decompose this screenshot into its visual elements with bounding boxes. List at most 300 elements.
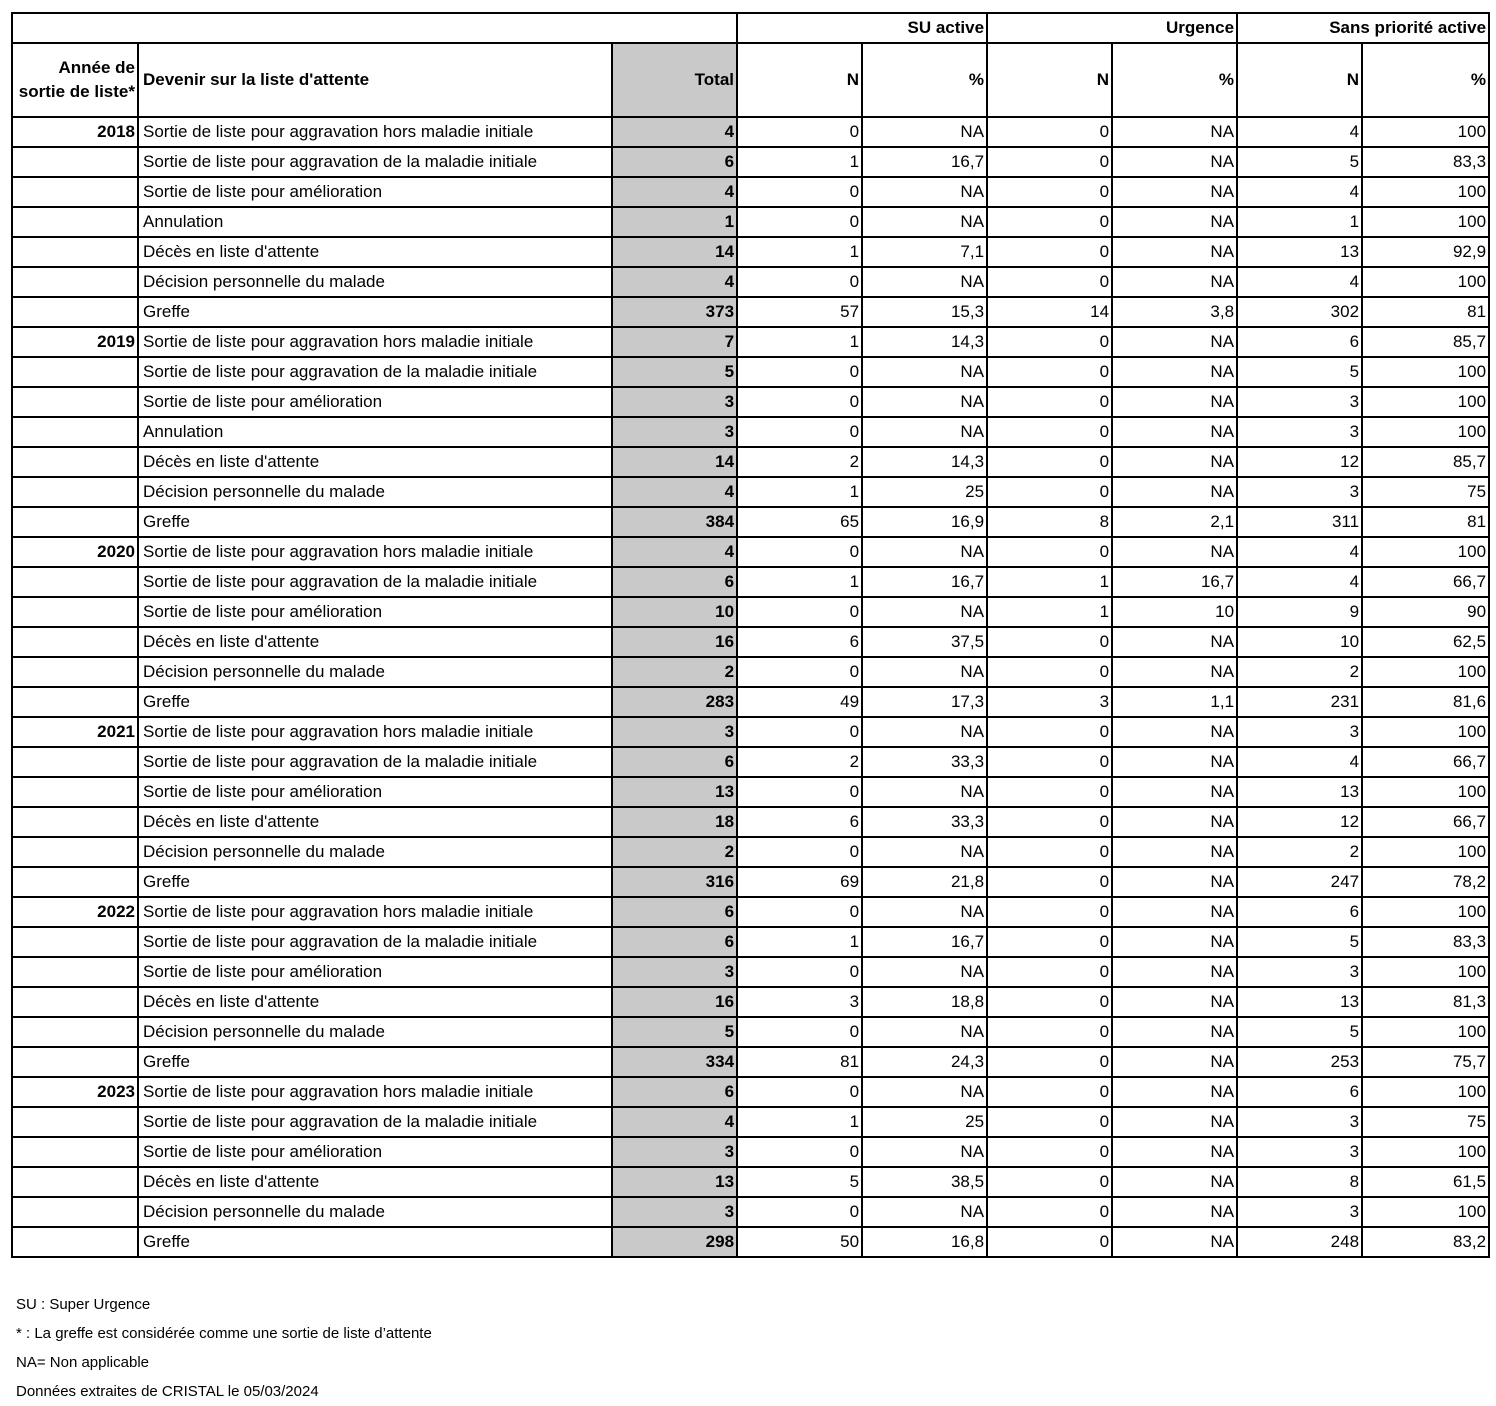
- table-row: [12, 1107, 1489, 1137]
- sp-n-cell: 253: [1237, 1047, 1362, 1077]
- total-cell: 13: [612, 777, 737, 807]
- year-cell: [12, 147, 138, 177]
- total-cell: 2: [612, 657, 737, 687]
- urg-n-cell: 0: [987, 927, 1112, 957]
- total-cell: 18: [612, 807, 737, 837]
- sp-n-cell: 12: [1237, 807, 1362, 837]
- urg-n-cell: 0: [987, 807, 1112, 837]
- outcome-cell: Sortie de liste pour aggravation hors maladie initiale: [138, 1077, 612, 1107]
- sp-pct-cell: 83,3: [1362, 927, 1489, 957]
- su-n-cell: 0: [737, 537, 862, 567]
- su-pct-cell: 33,3: [862, 747, 987, 777]
- urg-n-cell: 0: [987, 627, 1112, 657]
- sp-n-cell: 1: [1237, 207, 1362, 237]
- table-row: [12, 1227, 1489, 1257]
- urg-n-cell: 0: [987, 747, 1112, 777]
- urg-pct-cell: NA: [1112, 147, 1237, 177]
- urg-pct-cell: 16,7: [1112, 567, 1237, 597]
- urg-pct-cell: 1,1: [1112, 687, 1237, 717]
- table-row: [12, 897, 1489, 927]
- su-n-cell: 1: [737, 567, 862, 597]
- outcome-cell: Greffe: [138, 1227, 612, 1257]
- sp-pct-cell: 81,6: [1362, 687, 1489, 717]
- su-pct-cell: 25: [862, 1107, 987, 1137]
- urg-n-cell: 0: [987, 537, 1112, 567]
- sp-pct-cell: 90: [1362, 597, 1489, 627]
- sp-n-cell: 5: [1237, 927, 1362, 957]
- su-pct-cell: NA: [862, 117, 987, 147]
- sp-pct-cell: 75: [1362, 1107, 1489, 1137]
- su-n-cell: 0: [737, 957, 862, 987]
- table-row: [12, 807, 1489, 837]
- total-cell: 14: [612, 447, 737, 477]
- su-n-cell: 2: [737, 447, 862, 477]
- group-urgence: Urgence: [987, 13, 1237, 43]
- su-n-cell: 0: [737, 1077, 862, 1107]
- urg-pct-cell: NA: [1112, 627, 1237, 657]
- su-n-cell: 0: [737, 1017, 862, 1047]
- su-pct-cell: 18,8: [862, 987, 987, 1017]
- sp-n-header: N: [1237, 43, 1362, 117]
- su-n-cell: 50: [737, 1227, 862, 1257]
- outcome-cell: Décision personnelle du malade: [138, 1017, 612, 1047]
- urg-pct-cell: NA: [1112, 537, 1237, 567]
- total-cell: 3: [612, 417, 737, 447]
- sp-n-cell: 4: [1237, 117, 1362, 147]
- su-pct-cell: NA: [862, 177, 987, 207]
- sp-pct-cell: 100: [1362, 207, 1489, 237]
- urg-n-cell: 14: [987, 297, 1112, 327]
- table-row: [12, 687, 1489, 717]
- sp-pct-cell: 100: [1362, 417, 1489, 447]
- sp-n-cell: 4: [1237, 267, 1362, 297]
- urg-pct-cell: NA: [1112, 1047, 1237, 1077]
- total-cell: 16: [612, 987, 737, 1017]
- year-cell: [12, 387, 138, 417]
- outcome-cell: Greffe: [138, 297, 612, 327]
- sp-pct-cell: 100: [1362, 777, 1489, 807]
- urg-n-cell: 0: [987, 777, 1112, 807]
- total-cell: 6: [612, 147, 737, 177]
- total-cell: 4: [612, 117, 737, 147]
- year-cell: [12, 777, 138, 807]
- outcome-cell: Greffe: [138, 507, 612, 537]
- urg-n-header: N: [987, 43, 1112, 117]
- sp-n-cell: 3: [1237, 1197, 1362, 1227]
- outcome-cell: Greffe: [138, 1047, 612, 1077]
- table-row: [12, 1167, 1489, 1197]
- sp-pct-cell: 100: [1362, 717, 1489, 747]
- sp-pct-cell: 61,5: [1362, 1167, 1489, 1197]
- su-pct-cell: NA: [862, 597, 987, 627]
- urg-n-cell: 0: [987, 237, 1112, 267]
- sp-pct-header: %: [1362, 43, 1489, 117]
- table-row: [12, 927, 1489, 957]
- su-n-cell: 1: [737, 477, 862, 507]
- sp-pct-cell: 62,5: [1362, 627, 1489, 657]
- urg-n-cell: 0: [987, 117, 1112, 147]
- year-cell: [12, 267, 138, 297]
- sp-pct-cell: 66,7: [1362, 807, 1489, 837]
- year-cell: [12, 1017, 138, 1047]
- su-n-cell: 1: [737, 1107, 862, 1137]
- su-pct-cell: NA: [862, 387, 987, 417]
- year-column-header: Année de sortie de liste*: [12, 43, 138, 117]
- urg-n-cell: 0: [987, 897, 1112, 927]
- total-cell: 6: [612, 1077, 737, 1107]
- total-cell: 6: [612, 747, 737, 777]
- outcome-cell: Sortie de liste pour aggravation de la maladie initiale: [138, 1107, 612, 1137]
- total-cell: 6: [612, 897, 737, 927]
- year-cell: [12, 1047, 138, 1077]
- outcome-cell: Greffe: [138, 867, 612, 897]
- total-cell: 16: [612, 627, 737, 657]
- su-pct-cell: NA: [862, 657, 987, 687]
- table-row: [12, 507, 1489, 537]
- sp-pct-cell: 83,2: [1362, 1227, 1489, 1257]
- total-cell: 298: [612, 1227, 737, 1257]
- table-row: [12, 837, 1489, 867]
- sp-pct-cell: 100: [1362, 1017, 1489, 1047]
- urg-pct-cell: NA: [1112, 987, 1237, 1017]
- table-row: [12, 297, 1489, 327]
- sp-pct-cell: 81,3: [1362, 987, 1489, 1017]
- su-pct-cell: NA: [862, 777, 987, 807]
- total-cell: 2: [612, 837, 737, 867]
- sp-n-cell: 6: [1237, 897, 1362, 927]
- year-cell: [12, 1107, 138, 1137]
- urg-pct-cell: NA: [1112, 747, 1237, 777]
- su-n-cell: 0: [737, 837, 862, 867]
- sp-pct-cell: 66,7: [1362, 747, 1489, 777]
- su-n-cell: 6: [737, 627, 862, 657]
- urg-n-cell: 0: [987, 717, 1112, 747]
- year-cell: [12, 417, 138, 447]
- outcome-cell: Greffe: [138, 687, 612, 717]
- outcome-cell: Sortie de liste pour aggravation de la maladie initiale: [138, 927, 612, 957]
- table-row: [12, 477, 1489, 507]
- outcome-cell: Décision personnelle du malade: [138, 1197, 612, 1227]
- su-n-cell: 0: [737, 177, 862, 207]
- urg-n-cell: 0: [987, 1047, 1112, 1077]
- sp-pct-cell: 75: [1362, 477, 1489, 507]
- urg-n-cell: 0: [987, 357, 1112, 387]
- outcome-cell: Décès en liste d'attente: [138, 987, 612, 1017]
- sp-pct-cell: 100: [1362, 657, 1489, 687]
- table-row: [12, 387, 1489, 417]
- table-row: [12, 777, 1489, 807]
- su-n-cell: 0: [737, 1137, 862, 1167]
- su-n-cell: 0: [737, 657, 862, 687]
- su-n-cell: 0: [737, 777, 862, 807]
- outcome-cell: Sortie de liste pour amélioration: [138, 777, 612, 807]
- year-cell: [12, 807, 138, 837]
- sp-n-cell: 3: [1237, 1137, 1362, 1167]
- su-n-cell: 65: [737, 507, 862, 537]
- su-n-cell: 0: [737, 387, 862, 417]
- su-pct-cell: 21,8: [862, 867, 987, 897]
- year-cell: [12, 927, 138, 957]
- table-row: [12, 957, 1489, 987]
- su-pct-cell: NA: [862, 957, 987, 987]
- su-pct-cell: 14,3: [862, 327, 987, 357]
- total-cell: 4: [612, 267, 737, 297]
- table-row: [12, 327, 1489, 357]
- year-cell: [12, 357, 138, 387]
- sp-n-cell: 3: [1237, 417, 1362, 447]
- sp-n-cell: 6: [1237, 327, 1362, 357]
- outcome-cell: Sortie de liste pour amélioration: [138, 1137, 612, 1167]
- total-cell: 4: [612, 537, 737, 567]
- footnote-greffe: * : La greffe est considérée comme une sortie de liste d’attente: [16, 1325, 432, 1342]
- table-row: [12, 237, 1489, 267]
- year-cell: 2020: [12, 537, 138, 567]
- sp-n-cell: 12: [1237, 447, 1362, 477]
- table-row: [12, 447, 1489, 477]
- sp-n-cell: 2: [1237, 837, 1362, 867]
- su-pct-cell: NA: [862, 417, 987, 447]
- urg-pct-cell: NA: [1112, 417, 1237, 447]
- outcome-cell: Sortie de liste pour aggravation hors maladie initiale: [138, 327, 612, 357]
- total-cell: 373: [612, 297, 737, 327]
- outcome-cell: Sortie de liste pour aggravation hors maladie initiale: [138, 717, 612, 747]
- su-n-cell: 3: [737, 987, 862, 1017]
- su-pct-cell: 25: [862, 477, 987, 507]
- urg-n-cell: 0: [987, 837, 1112, 867]
- su-pct-cell: NA: [862, 1137, 987, 1167]
- table-row: [12, 1197, 1489, 1227]
- total-cell: 5: [612, 357, 737, 387]
- su-pct-cell: 16,8: [862, 1227, 987, 1257]
- su-n-cell: 1: [737, 927, 862, 957]
- su-n-cell: 0: [737, 1197, 862, 1227]
- sp-n-cell: 5: [1237, 357, 1362, 387]
- sp-n-cell: 3: [1237, 387, 1362, 417]
- year-cell: [12, 687, 138, 717]
- su-pct-cell: NA: [862, 1017, 987, 1047]
- outcome-cell: Décès en liste d'attente: [138, 627, 612, 657]
- urg-pct-cell: NA: [1112, 477, 1237, 507]
- outcome-cell: Sortie de liste pour aggravation hors maladie initiale: [138, 537, 612, 567]
- total-cell: 6: [612, 567, 737, 597]
- total-cell: 5: [612, 1017, 737, 1047]
- urg-n-cell: 0: [987, 1227, 1112, 1257]
- sp-n-cell: 248: [1237, 1227, 1362, 1257]
- outcome-cell: Sortie de liste pour aggravation de la maladie initiale: [138, 357, 612, 387]
- outcome-cell: Sortie de liste pour amélioration: [138, 177, 612, 207]
- sp-pct-cell: 100: [1362, 387, 1489, 417]
- table-row: [12, 867, 1489, 897]
- outcome-cell: Décision personnelle du malade: [138, 837, 612, 867]
- sp-n-cell: 311: [1237, 507, 1362, 537]
- year-cell: 2021: [12, 717, 138, 747]
- table-row: [12, 537, 1489, 567]
- su-pct-cell: NA: [862, 897, 987, 927]
- sp-pct-cell: 100: [1362, 267, 1489, 297]
- total-cell: 3: [612, 957, 737, 987]
- footnotes: [16, 1290, 432, 1406]
- year-cell: [12, 597, 138, 627]
- total-cell: 14: [612, 237, 737, 267]
- urg-pct-cell: 10: [1112, 597, 1237, 627]
- su-pct-cell: NA: [862, 207, 987, 237]
- urg-pct-cell: NA: [1112, 957, 1237, 987]
- sp-pct-cell: 100: [1362, 897, 1489, 927]
- urg-n-cell: 0: [987, 867, 1112, 897]
- su-pct-cell: 33,3: [862, 807, 987, 837]
- su-n-cell: 81: [737, 1047, 862, 1077]
- urg-pct-cell: NA: [1112, 1107, 1237, 1137]
- year-cell: [12, 747, 138, 777]
- urg-n-cell: 0: [987, 1077, 1112, 1107]
- year-cell: [12, 987, 138, 1017]
- urg-n-cell: 0: [987, 1017, 1112, 1047]
- outcome-cell: Décès en liste d'attente: [138, 1167, 612, 1197]
- urg-n-cell: 0: [987, 387, 1112, 417]
- year-cell: [12, 837, 138, 867]
- urg-pct-cell: NA: [1112, 837, 1237, 867]
- su-n-cell: 1: [737, 237, 862, 267]
- group-header-blank: [12, 13, 737, 43]
- outcome-cell: Décision personnelle du malade: [138, 657, 612, 687]
- su-pct-cell: NA: [862, 537, 987, 567]
- group-sans-priorite: Sans priorité active: [1237, 13, 1489, 43]
- su-pct-cell: NA: [862, 1077, 987, 1107]
- su-pct-cell: NA: [862, 267, 987, 297]
- sp-n-cell: 302: [1237, 297, 1362, 327]
- sp-pct-cell: 100: [1362, 537, 1489, 567]
- table-row: [12, 207, 1489, 237]
- su-n-cell: 69: [737, 867, 862, 897]
- table-row: [12, 417, 1489, 447]
- urg-n-cell: 0: [987, 1137, 1112, 1167]
- year-cell: 2019: [12, 327, 138, 357]
- urg-pct-cell: 2,1: [1112, 507, 1237, 537]
- urg-n-cell: 0: [987, 1107, 1112, 1137]
- table-row: [12, 1017, 1489, 1047]
- outcome-cell: Sortie de liste pour aggravation hors maladie initiale: [138, 897, 612, 927]
- total-cell: 13: [612, 1167, 737, 1197]
- total-cell: 3: [612, 387, 737, 417]
- year-cell: [12, 657, 138, 687]
- outcome-cell: Sortie de liste pour amélioration: [138, 957, 612, 987]
- sp-n-cell: 231: [1237, 687, 1362, 717]
- year-cell: [12, 1167, 138, 1197]
- sp-n-cell: 3: [1237, 477, 1362, 507]
- urg-n-cell: 1: [987, 597, 1112, 627]
- sp-pct-cell: 100: [1362, 177, 1489, 207]
- sp-n-cell: 6: [1237, 1077, 1362, 1107]
- su-pct-header: %: [862, 43, 987, 117]
- urg-n-cell: 0: [987, 147, 1112, 177]
- su-n-cell: 1: [737, 147, 862, 177]
- su-n-cell: 2: [737, 747, 862, 777]
- sp-pct-cell: 100: [1362, 1197, 1489, 1227]
- outcome-column-header: Devenir sur la liste d'attente: [138, 43, 612, 117]
- year-cell: [12, 567, 138, 597]
- sp-n-cell: 5: [1237, 1017, 1362, 1047]
- sp-n-cell: 4: [1237, 747, 1362, 777]
- su-n-cell: 6: [737, 807, 862, 837]
- sp-n-cell: 3: [1237, 717, 1362, 747]
- su-pct-cell: 37,5: [862, 627, 987, 657]
- table-row: [12, 267, 1489, 297]
- su-pct-cell: 15,3: [862, 297, 987, 327]
- table-row: [12, 147, 1489, 177]
- su-n-header: N: [737, 43, 862, 117]
- outcome-cell: Décès en liste d'attente: [138, 447, 612, 477]
- urg-n-cell: 0: [987, 657, 1112, 687]
- outcome-cell: Sortie de liste pour amélioration: [138, 387, 612, 417]
- su-n-cell: 0: [737, 207, 862, 237]
- footnote-source: Données extraites de CRISTAL le 05/03/2024: [16, 1383, 319, 1400]
- su-n-cell: 5: [737, 1167, 862, 1197]
- table-row: [12, 1047, 1489, 1077]
- sp-pct-cell: 75,7: [1362, 1047, 1489, 1077]
- su-n-cell: 0: [737, 357, 862, 387]
- table-row: [12, 1137, 1489, 1167]
- sp-n-cell: 4: [1237, 537, 1362, 567]
- urg-n-cell: 1: [987, 567, 1112, 597]
- group-header-row: [12, 13, 1489, 43]
- sp-n-cell: 2: [1237, 657, 1362, 687]
- outcome-cell: Décision personnelle du malade: [138, 477, 612, 507]
- urg-n-cell: 0: [987, 477, 1112, 507]
- total-cell: 3: [612, 1137, 737, 1167]
- urg-n-cell: 3: [987, 687, 1112, 717]
- urg-n-cell: 0: [987, 957, 1112, 987]
- urg-pct-cell: NA: [1112, 807, 1237, 837]
- sp-pct-cell: 81: [1362, 507, 1489, 537]
- su-pct-cell: 16,7: [862, 927, 987, 957]
- sp-n-cell: 247: [1237, 867, 1362, 897]
- urg-n-cell: 0: [987, 327, 1112, 357]
- year-cell: [12, 627, 138, 657]
- urg-pct-cell: NA: [1112, 927, 1237, 957]
- su-n-cell: 1: [737, 327, 862, 357]
- su-pct-cell: 14,3: [862, 447, 987, 477]
- sp-pct-cell: 100: [1362, 1077, 1489, 1107]
- year-cell: 2023: [12, 1077, 138, 1107]
- urg-pct-cell: NA: [1112, 867, 1237, 897]
- su-pct-cell: 38,5: [862, 1167, 987, 1197]
- urg-pct-cell: NA: [1112, 897, 1237, 927]
- year-cell: [12, 507, 138, 537]
- outcome-cell: Décès en liste d'attente: [138, 807, 612, 837]
- total-cell: 7: [612, 327, 737, 357]
- urg-pct-cell: NA: [1112, 117, 1237, 147]
- table-row: [12, 117, 1489, 147]
- sp-pct-cell: 100: [1362, 837, 1489, 867]
- sp-n-cell: 13: [1237, 987, 1362, 1017]
- su-pct-cell: NA: [862, 357, 987, 387]
- sp-pct-cell: 85,7: [1362, 447, 1489, 477]
- total-cell: 4: [612, 477, 737, 507]
- outcome-cell: Sortie de liste pour aggravation de la maladie initiale: [138, 147, 612, 177]
- total-cell: 316: [612, 867, 737, 897]
- su-pct-cell: 16,7: [862, 567, 987, 597]
- table-row: [12, 627, 1489, 657]
- urg-n-cell: 0: [987, 207, 1112, 237]
- sp-n-cell: 5: [1237, 147, 1362, 177]
- outcome-cell: Sortie de liste pour aggravation hors maladie initiale: [138, 117, 612, 147]
- table-row: [12, 1077, 1489, 1107]
- year-cell: 2018: [12, 117, 138, 147]
- year-cell: [12, 867, 138, 897]
- waitlist-outcome-table: [11, 12, 1490, 1258]
- year-cell: 2022: [12, 897, 138, 927]
- year-cell: [12, 177, 138, 207]
